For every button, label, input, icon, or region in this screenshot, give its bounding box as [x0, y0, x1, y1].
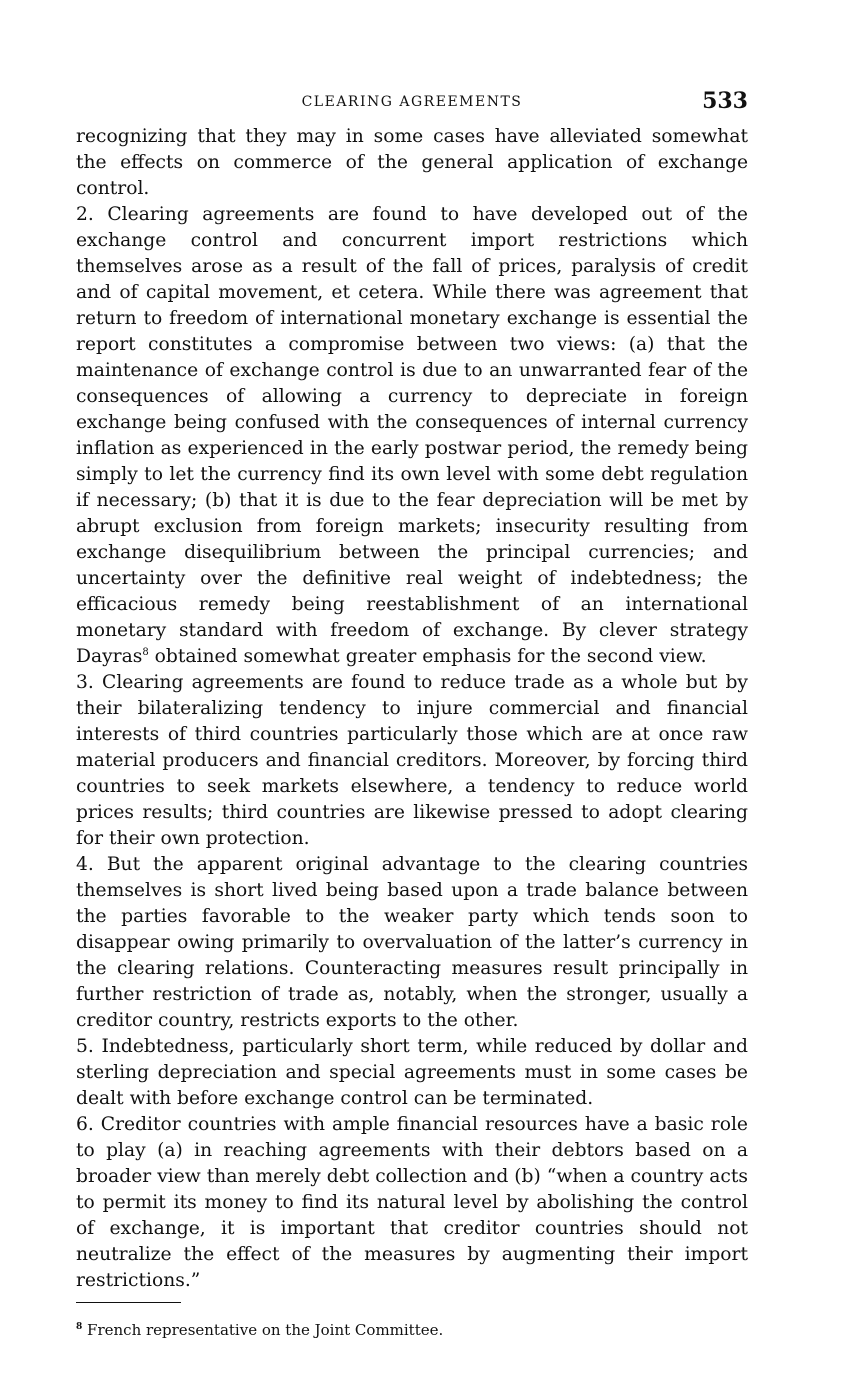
paragraph-4: 4. But the apparent original advantage to the clearing countries themselves is short lived being based upon a trade balance between the parties favorable to the weaker party which tends soon to disappear owing primarily to overvaluation of the latter’s currency in the clearing relations. Counteracting measures result principally in further restriction of trade as, notably, when the stronger, usually a creditor country, restricts exports to the other. [76, 854, 748, 1031]
paragraph-3: 3. Clearing agreements are found to reduce trade as a whole but by their bilateralizing tendency to injure commercial and financial interests of third countries particularly those which are at once raw material producers and financial creditors. Moreover, by forcing third countries to seek markets elsewhere, a tendency to reduce world prices results; third countries are likewise pressed to adopt clearing for their own protection. [76, 672, 748, 849]
document-page [76, 88, 748, 1340]
paragraph-2-after: obtained somewhat greater emphasis for the second view. [148, 646, 707, 667]
paragraph-5: 5. Indebtedness, particularly short term, while reduced by dollar and sterling depreciation and special agreements must in some cases be dealt with before exchange control can be terminated. [76, 1036, 748, 1109]
footnote-divider [76, 1302, 181, 1303]
footnote [76, 1317, 748, 1340]
paragraph-2-text: 2. Clearing agreements are found to have developed out of the exchange control and concurrent import restrictions which themselves arose as a result of the fall of prices, paralysis of credit and of capital movement, et cetera. While there was agreement that return to freedom of international monetary exchange is essential the report constitutes a compromise between two views: (a) that the maintenance of exchange control is due to an unwarranted fear of the consequences of allowing a currency to depreciate in foreign exchange being confused with the consequences of internal currency inflation as experienced in the early postwar period, the remedy being simply to let the currency find its own level with some debt regulation if necessary; (b) that it is due to the fear depreciation will be met by abrupt exclusion from foreign markets; insecurity resulting from exchange disequilibrium between the principal currencies; and uncertainty over the definitive real weight of indebtedness; the efficacious remedy being reestablishment of an international monetary standard with freedom of exchange. By clever strategy Dayras [76, 204, 748, 667]
footnote-text: French representative on the Joint Committee. [87, 1321, 444, 1339]
page-number: 533 [702, 88, 748, 114]
running-title: CLEARING AGREEMENTS [301, 94, 523, 110]
page-header [76, 88, 748, 124]
footnote-marker: 8 [76, 1322, 83, 1332]
paragraph-1: recognizing that they may in some cases have alleviated somewhat the effects on commerce of the general application of exchange control. [76, 126, 748, 199]
paragraph-2 [76, 202, 748, 670]
footnote-reference: 8 [142, 646, 149, 658]
body-text [76, 124, 748, 1294]
paragraph-6: 6. Creditor countries with ample financial resources have a basic role to play (a) in reaching agreements with their debtors based on a broader view than merely debt collection and (b) “when a country acts to permit its money to find its natural level by abolishing the control of exchange, it is important that creditor countries should not neutralize the effect of the measures by augmenting their import restrictions.” [76, 1114, 748, 1291]
